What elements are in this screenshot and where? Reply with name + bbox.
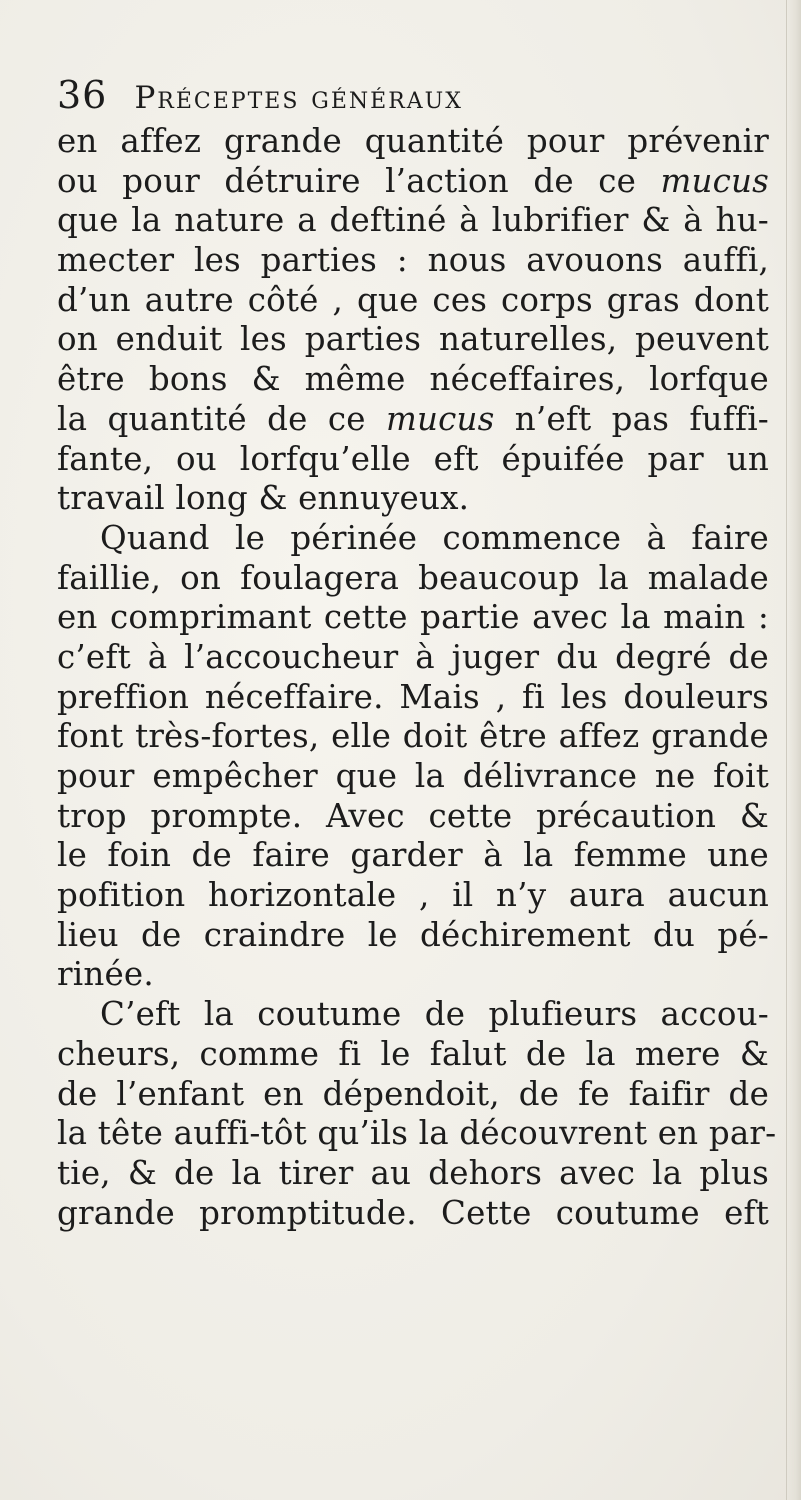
text-line: être bons & même néceffaires, lorfque bbox=[57, 360, 769, 399]
text-line: la quantité de ce mucus n’eft pas fuffi- bbox=[57, 399, 769, 438]
text-line: grande promptitude. Cette coutume eft bbox=[57, 1193, 769, 1232]
text-line: cheurs, comme fi le falut de la mere & bbox=[57, 1034, 769, 1073]
text-line: preffion néceffaire. Mais , fi les douleurs bbox=[57, 677, 769, 716]
text-line: en comprimant cette partie avec la main : bbox=[57, 598, 769, 637]
page-header bbox=[57, 73, 717, 121]
text-line: faillie, on foulagera beaucoup la malade bbox=[57, 558, 769, 597]
text-line: pour empêcher que la délivrance ne foit bbox=[57, 757, 769, 795]
latin-term: mucus bbox=[385, 399, 495, 438]
text-line: trop prompte. Avec cette précaution & bbox=[57, 796, 769, 835]
running-title: Préceptes généraux bbox=[134, 80, 463, 116]
paragraph-start: C’eft la coutume de plufieurs accou- bbox=[100, 995, 769, 1034]
text-line: en affez grande quantité pour prévenir bbox=[57, 122, 769, 160]
text-line: la tête auffi-tôt qu’ils la découvrent en par- bbox=[57, 1114, 777, 1153]
text-line: c’eft à l’accoucheur à juger du degré de bbox=[57, 637, 769, 676]
paragraph-start: Quand le périnée commence à faire bbox=[100, 518, 769, 557]
text-line: fante, ou lorfqu’elle eft épuifée par un bbox=[57, 439, 769, 478]
text-line: font très-fortes, elle doit être affez grande bbox=[57, 717, 769, 756]
page-number: 36 bbox=[57, 73, 108, 117]
text-line: rinée. bbox=[57, 955, 154, 994]
text-line: lieu de craindre le déchirement du pé- bbox=[57, 915, 769, 954]
text-line: d’un autre côté , que ces corps gras dont bbox=[57, 280, 769, 319]
text-line: mecter les parties : nous avouons auffi, bbox=[57, 241, 769, 280]
text-line: ou pour détruire l’action de ce mucus bbox=[57, 161, 769, 200]
text-line: travail long & ennuyeux. bbox=[57, 479, 470, 518]
text-line: tie, & de la tirer au dehors avec la plus bbox=[57, 1153, 769, 1192]
body-text bbox=[57, 122, 777, 1233]
latin-term: mucus bbox=[660, 161, 769, 200]
text-line: on enduit les parties naturelles, peuvent bbox=[57, 320, 769, 359]
text-line: pofition horizontale , il n’y aura aucun bbox=[57, 876, 769, 915]
text-line: le foin de faire garder à la femme une bbox=[57, 836, 769, 875]
page-edge bbox=[786, 0, 801, 1500]
text-line: de l’enfant en dépendoit, de fe faifir de bbox=[57, 1074, 769, 1113]
text-line: que la nature a deftiné à lubrifier & à hu- bbox=[57, 201, 769, 240]
